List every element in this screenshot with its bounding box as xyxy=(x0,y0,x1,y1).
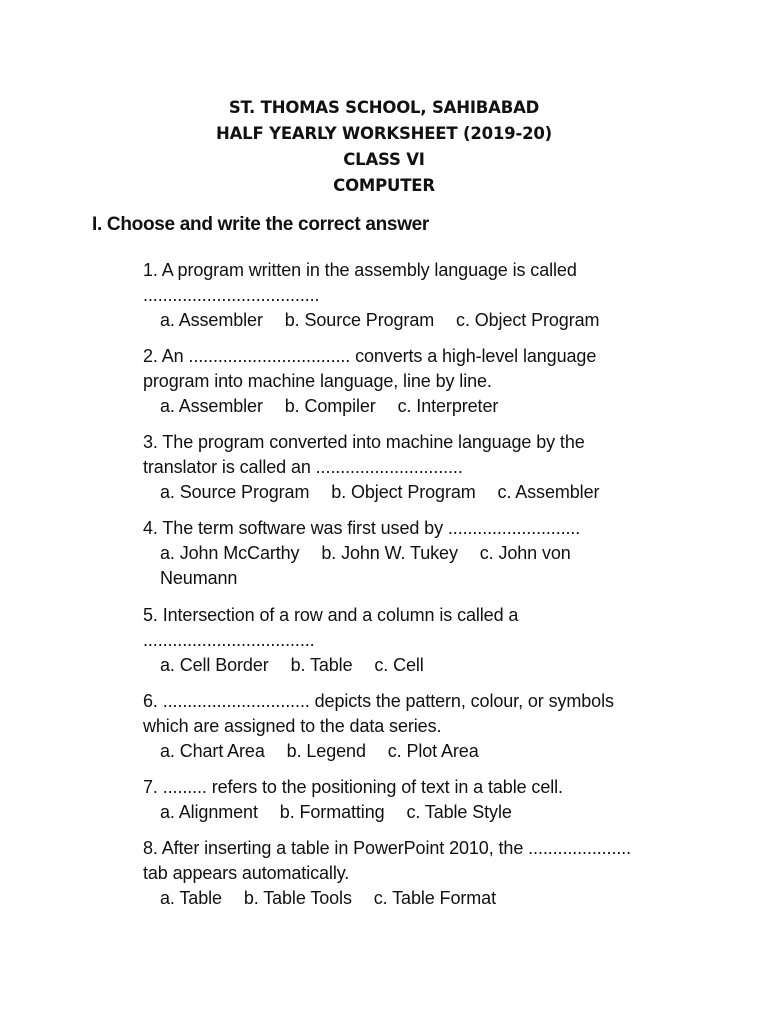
school-name: ST. THOMAS SCHOOL, SAHIBABAD xyxy=(228,98,540,117)
question-stem: 1. A program written in the assembly language is called xyxy=(143,260,577,280)
question-2 xyxy=(143,344,703,419)
question-stem: tab appears automatically. xyxy=(143,863,350,883)
option-a: a. Alignment xyxy=(160,802,258,822)
question-stem: 3. The program converted into machine language by the xyxy=(143,432,585,452)
option-b: b. Compiler xyxy=(284,396,376,416)
question-stem: ................................... xyxy=(143,630,315,650)
option-a: a. Source Program xyxy=(160,482,310,502)
option-b: b. Formatting xyxy=(279,802,385,822)
section-heading: I. Choose and write the correct answer xyxy=(92,214,430,235)
option-c: c. Table Format xyxy=(373,888,496,908)
question-8 xyxy=(143,836,703,911)
question-6 xyxy=(143,689,703,764)
answer-options xyxy=(143,739,703,764)
option-b: b. Legend xyxy=(286,741,366,761)
option-b: b. John W. Tukey xyxy=(321,543,458,563)
question-1 xyxy=(143,258,703,333)
option-a: a. Chart Area xyxy=(160,741,265,761)
question-stem: 6. .............................. depicts the pattern, colour, or symbols xyxy=(143,691,614,711)
question-3 xyxy=(143,430,703,505)
option-b: b. Object Program xyxy=(331,482,476,502)
answer-options xyxy=(143,394,703,419)
class-label: CLASS VI xyxy=(343,150,425,169)
option-b: b. Table xyxy=(290,655,353,675)
answer-options xyxy=(143,800,703,825)
answer-options xyxy=(143,653,703,678)
option-c: c. Cell xyxy=(374,655,424,675)
option-c: c. Assembler xyxy=(497,482,600,502)
question-stem: 8. After inserting a table in PowerPoint 2010, the ..................... xyxy=(143,838,632,858)
subject-label: COMPUTER xyxy=(333,176,435,195)
question-stem: .................................... xyxy=(143,285,320,305)
answer-options xyxy=(143,480,703,505)
answer-options xyxy=(143,541,620,591)
option-b: b. Table Tools xyxy=(243,888,352,908)
worksheet-title: HALF YEARLY WORKSHEET (2019-20) xyxy=(215,124,552,143)
question-5 xyxy=(143,603,703,678)
option-a: a. Assembler xyxy=(160,310,263,330)
document-header xyxy=(0,95,768,199)
option-a: a. John McCarthy xyxy=(160,543,300,563)
answer-options xyxy=(143,886,703,911)
question-7 xyxy=(143,775,703,825)
option-b: b. Source Program xyxy=(284,310,435,330)
question-stem: which are assigned to the data series. xyxy=(143,716,442,736)
question-stem: program into machine language, line by line. xyxy=(143,371,492,391)
question-stem: 7. ......... refers to the positioning of text in a table cell. xyxy=(143,777,563,797)
option-a: a. Cell Border xyxy=(160,655,269,675)
question-stem: translator is called an .............................. xyxy=(143,457,463,477)
option-a: a. Table xyxy=(160,888,222,908)
option-a: a. Assembler xyxy=(160,396,263,416)
option-c: c. Interpreter xyxy=(397,396,499,416)
question-stem: 2. An ................................. converts a high-level language xyxy=(143,346,597,366)
question-stem: 5. Intersection of a row and a column is called a xyxy=(143,605,519,625)
question-4 xyxy=(143,516,703,591)
option-c: c. Table Style xyxy=(406,802,512,822)
option-c: c. Object Program xyxy=(456,310,600,330)
answer-options xyxy=(143,308,703,333)
option-c: c. John von Neumann xyxy=(160,543,571,588)
option-c: c. Plot Area xyxy=(387,741,479,761)
question-stem: 4. The term software was first used by ........................... xyxy=(143,518,581,538)
